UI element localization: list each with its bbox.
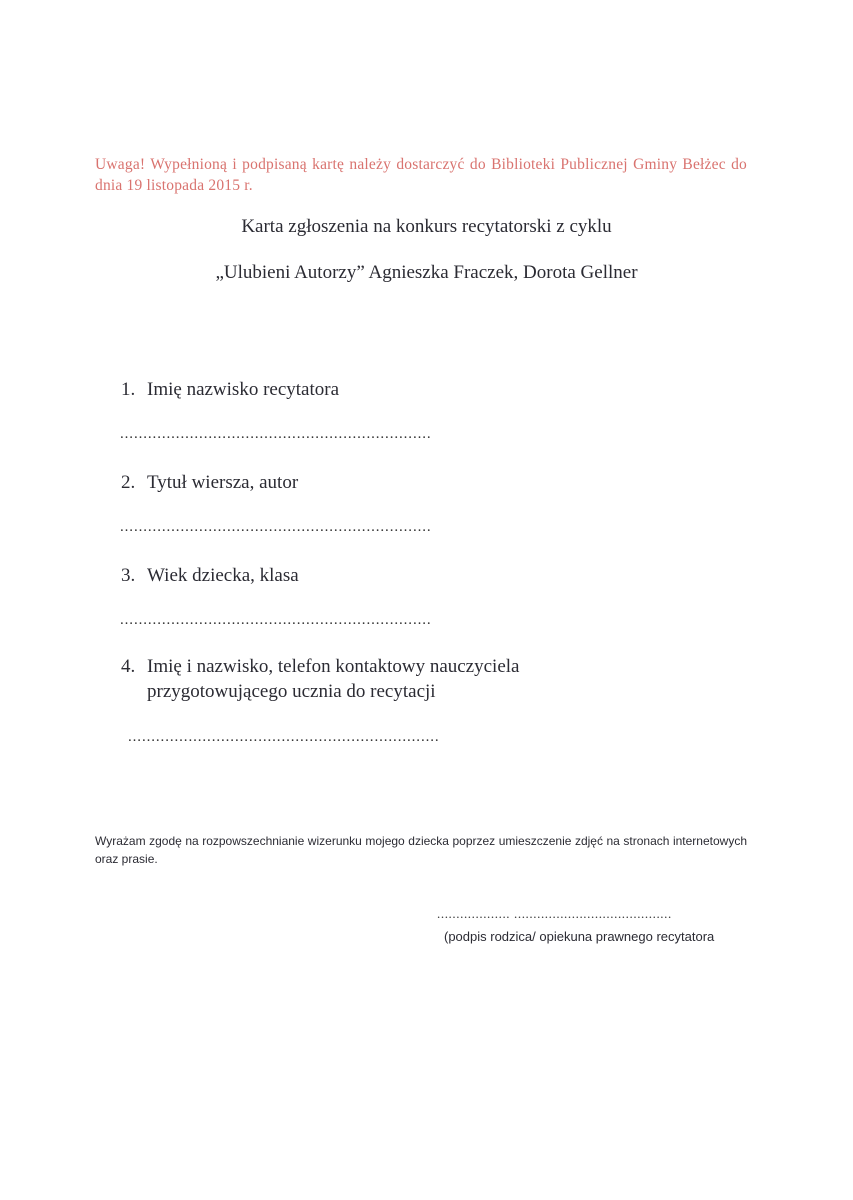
question-label: Imię nazwisko recytatora [147,379,340,400]
question-label-continued: przygotowującego ucznia do recytacji [147,681,436,702]
signature-label: (podpis rodzica/ opiekuna prawnego recytatora [444,929,715,944]
question-label: Wiek dziecka, klasa [147,565,299,586]
answer-line-3[interactable]: ................................................................... [120,612,432,628]
answer-line-1[interactable]: ................................................................... [120,426,432,442]
form-title: Karta zgłoszenia na konkurs recytatorski z cyklu [241,216,612,237]
answer-line-2[interactable]: ................................................................... [120,519,432,535]
signature-line[interactable]: ................... ......................................... [437,906,672,921]
deadline-notice: Uwaga! Wypełnioną i podpisaną kartę należy dostarczyć do Biblioteki Publicznej Gminy Bełżec do dnia 19 listopada 2015 r. [95,156,747,194]
question-number: 2. [121,472,136,493]
question-1 [121,377,339,402]
answer-line-4[interactable]: ................................................................... [128,729,440,745]
question-3 [121,563,299,588]
question-label: Tytuł wiersza, autor [147,472,299,493]
question-number: 4. [121,656,136,677]
question-number: 1. [121,379,136,400]
question-label: Imię i nazwisko, telefon kontaktowy nauczyciela [147,656,520,677]
question-number: 3. [121,565,136,586]
question-4 [121,654,519,704]
form-subtitle: „Ulubieni Autorzy” Agnieszka Fraczek, Dorota Gellner [215,262,638,283]
consent-statement: Wyrażam zgodę na rozpowszechnianie wizerunku mojego dziecka poprzez umieszczenie zdjęć na stronach internetowych oraz prasie. [95,834,747,866]
question-2 [121,470,298,495]
